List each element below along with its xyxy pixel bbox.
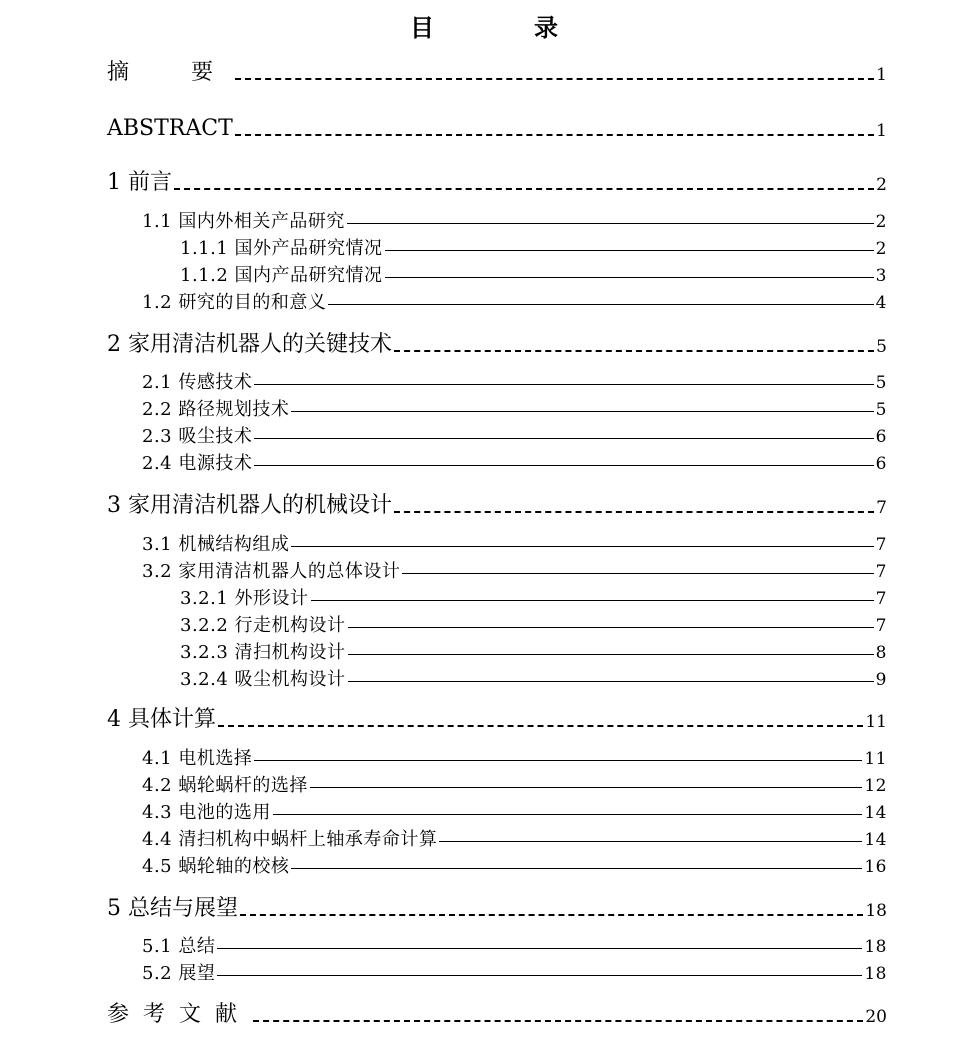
toc-entry-label: 3.2.4 吸尘机构设计 (180, 669, 346, 690)
toc-entry-5-1[interactable] (142, 938, 887, 956)
toc-leader (217, 948, 862, 949)
toc-entry-page: 5 (876, 337, 887, 357)
toc-entry-3-2-4[interactable] (180, 671, 887, 689)
toc-leader (254, 465, 873, 466)
toc-entry-2-3[interactable] (142, 428, 887, 446)
toc-entry-page: 18 (864, 937, 887, 957)
toc-entry-label: 参考文献 (107, 1002, 252, 1027)
toc-leader (273, 814, 863, 815)
toc-entry-4-3[interactable] (142, 804, 887, 822)
toc-leader (385, 250, 874, 251)
toc-entry-chapter-5[interactable] (107, 898, 887, 920)
toc-leader (439, 841, 862, 842)
toc-entry-abstract-cn[interactable] (107, 62, 887, 84)
toc-entry-1-1-2[interactable] (180, 267, 887, 285)
toc-leader (348, 654, 874, 655)
toc-entry-1-1-1[interactable] (180, 240, 887, 258)
toc-entry-label: 4.4 清扫机构中蜗杆上轴承寿命计算 (142, 829, 438, 850)
toc-entry-chapter-1[interactable] (107, 172, 887, 194)
toc-entry-label: 4.5 蜗轮轴的校核 (142, 856, 290, 877)
toc-entry-1-2[interactable] (142, 294, 887, 312)
toc-entry-page: 1 (876, 121, 887, 141)
toc-entry-page: 2 (876, 175, 887, 195)
toc-leader (310, 787, 863, 788)
toc-leader (291, 411, 873, 412)
toc-leader (254, 438, 873, 439)
toc-entry-page: 7 (875, 589, 887, 609)
toc-entry-page: 11 (865, 712, 887, 732)
toc-entry-page: 11 (864, 749, 887, 769)
toc-entry-page: 14 (864, 830, 887, 850)
toc-entry-page: 1 (876, 65, 887, 85)
toc-entry-label: 3.1 机械结构组成 (142, 534, 290, 555)
toc-entry-2-2[interactable] (142, 401, 887, 419)
toc-entry-3-2-1[interactable] (180, 590, 887, 608)
toc-entry-3-2[interactable] (142, 563, 887, 581)
toc-entry-label: 3.2.3 清扫机构设计 (180, 642, 346, 663)
toc-leader (348, 627, 874, 628)
toc-entry-label: 1 前言 (107, 170, 172, 195)
toc-entry-label: 1.1.2 国内产品研究情况 (180, 265, 383, 286)
toc-leader (217, 975, 862, 976)
toc-entry-chapter-3[interactable] (107, 495, 887, 517)
toc-leader (394, 511, 874, 513)
toc-entry-page: 20 (865, 1007, 887, 1027)
toc-leader (348, 681, 874, 682)
toc-entry-page: 5 (875, 400, 887, 420)
page-title: 目 录 (410, 13, 596, 42)
toc-leader (385, 277, 874, 278)
toc-leader (235, 78, 874, 80)
toc-entry-references[interactable] (107, 1004, 887, 1026)
toc-entry-label: 2.2 路径规划技术 (142, 399, 290, 420)
toc-entry-label: 摘 要 (107, 60, 234, 85)
toc-entry-3-2-2[interactable] (180, 617, 887, 635)
toc-entry-4-4[interactable] (142, 831, 887, 849)
toc-entry-label: 2.3 吸尘技术 (142, 426, 253, 447)
toc-entry-label: 3.2 家用清洁机器人的总体设计 (142, 561, 401, 582)
toc-entry-page: 16 (864, 857, 887, 877)
toc-leader (291, 868, 862, 869)
toc-entry-label: 1.2 研究的目的和意义 (142, 292, 327, 313)
toc-entry-1-1[interactable] (142, 213, 887, 231)
toc-entry-4-2[interactable] (142, 777, 887, 795)
toc-entry-chapter-4[interactable] (107, 709, 887, 731)
toc-leader (394, 350, 874, 352)
toc-leader (253, 1020, 863, 1022)
toc-entry-4-5[interactable] (142, 858, 887, 876)
toc-entry-5-2[interactable] (142, 965, 887, 983)
toc-entry-page: 9 (875, 670, 887, 690)
toc-entry-page: 18 (865, 901, 887, 921)
toc-entry-page: 6 (875, 454, 887, 474)
toc-entry-label: 1.1.1 国外产品研究情况 (180, 238, 383, 259)
toc-leader (240, 914, 863, 916)
toc-entry-label: 3 家用清洁机器人的机械设计 (107, 493, 392, 518)
toc-entry-chapter-2[interactable] (107, 334, 887, 356)
toc-entry-label: 4.2 蜗轮蜗杆的选择 (142, 775, 308, 796)
toc-entry-label: 2.1 传感技术 (142, 372, 253, 393)
toc-entry-page: 7 (875, 562, 887, 582)
toc-leader (328, 304, 873, 305)
toc-entry-label: 4.1 电机选择 (142, 748, 253, 769)
toc-entry-page: 2 (875, 239, 887, 259)
toc-entry-page: 7 (875, 616, 887, 636)
toc-entry-page: 14 (864, 803, 887, 823)
toc-entry-abstract-en[interactable] (107, 118, 887, 140)
toc-entry-3-2-3[interactable] (180, 644, 887, 662)
toc-entry-2-4[interactable] (142, 455, 887, 473)
toc-entry-label: 5.1 总结 (142, 936, 216, 957)
toc-entry-label: 3.2.1 外形设计 (180, 588, 309, 609)
toc-leader (291, 546, 873, 547)
toc-entry-label: 5.2 展望 (142, 963, 216, 984)
toc-entry-label: 5 总结与展望 (107, 896, 238, 921)
toc-leader (254, 384, 873, 385)
toc-entry-page: 6 (875, 427, 887, 447)
toc-entry-label: 2.4 电源技术 (142, 453, 253, 474)
toc-entry-label: 4 具体计算 (107, 707, 216, 732)
toc-leader (402, 573, 873, 574)
toc-entry-page: 5 (875, 373, 887, 393)
toc-entry-page: 3 (875, 266, 887, 286)
toc-entry-page: 12 (864, 776, 887, 796)
toc-entry-page: 7 (875, 535, 887, 555)
toc-entry-label: 3.2.2 行走机构设计 (180, 615, 346, 636)
toc-leader (254, 760, 862, 761)
toc-leader (235, 134, 874, 136)
toc-entry-page: 2 (875, 212, 887, 232)
toc-entry-3-1[interactable] (142, 536, 887, 554)
toc-entry-page: 8 (875, 643, 887, 663)
toc-entry-page: 18 (864, 964, 887, 984)
toc-leader (174, 188, 874, 190)
toc-entry-label: ABSTRACT (107, 116, 233, 141)
toc-leader (218, 725, 863, 727)
toc-leader (311, 600, 874, 601)
toc-leader (347, 223, 874, 224)
toc-entry-label: 4.3 电池的选用 (142, 802, 271, 823)
toc-entry-2-1[interactable] (142, 374, 887, 392)
toc-entry-label: 1.1 国内外相关产品研究 (142, 211, 345, 232)
toc-entry-page: 7 (876, 498, 887, 518)
toc-entry-page: 4 (875, 293, 887, 313)
toc-entry-label: 2 家用清洁机器人的关键技术 (107, 332, 392, 357)
toc-entry-4-1[interactable] (142, 750, 887, 768)
